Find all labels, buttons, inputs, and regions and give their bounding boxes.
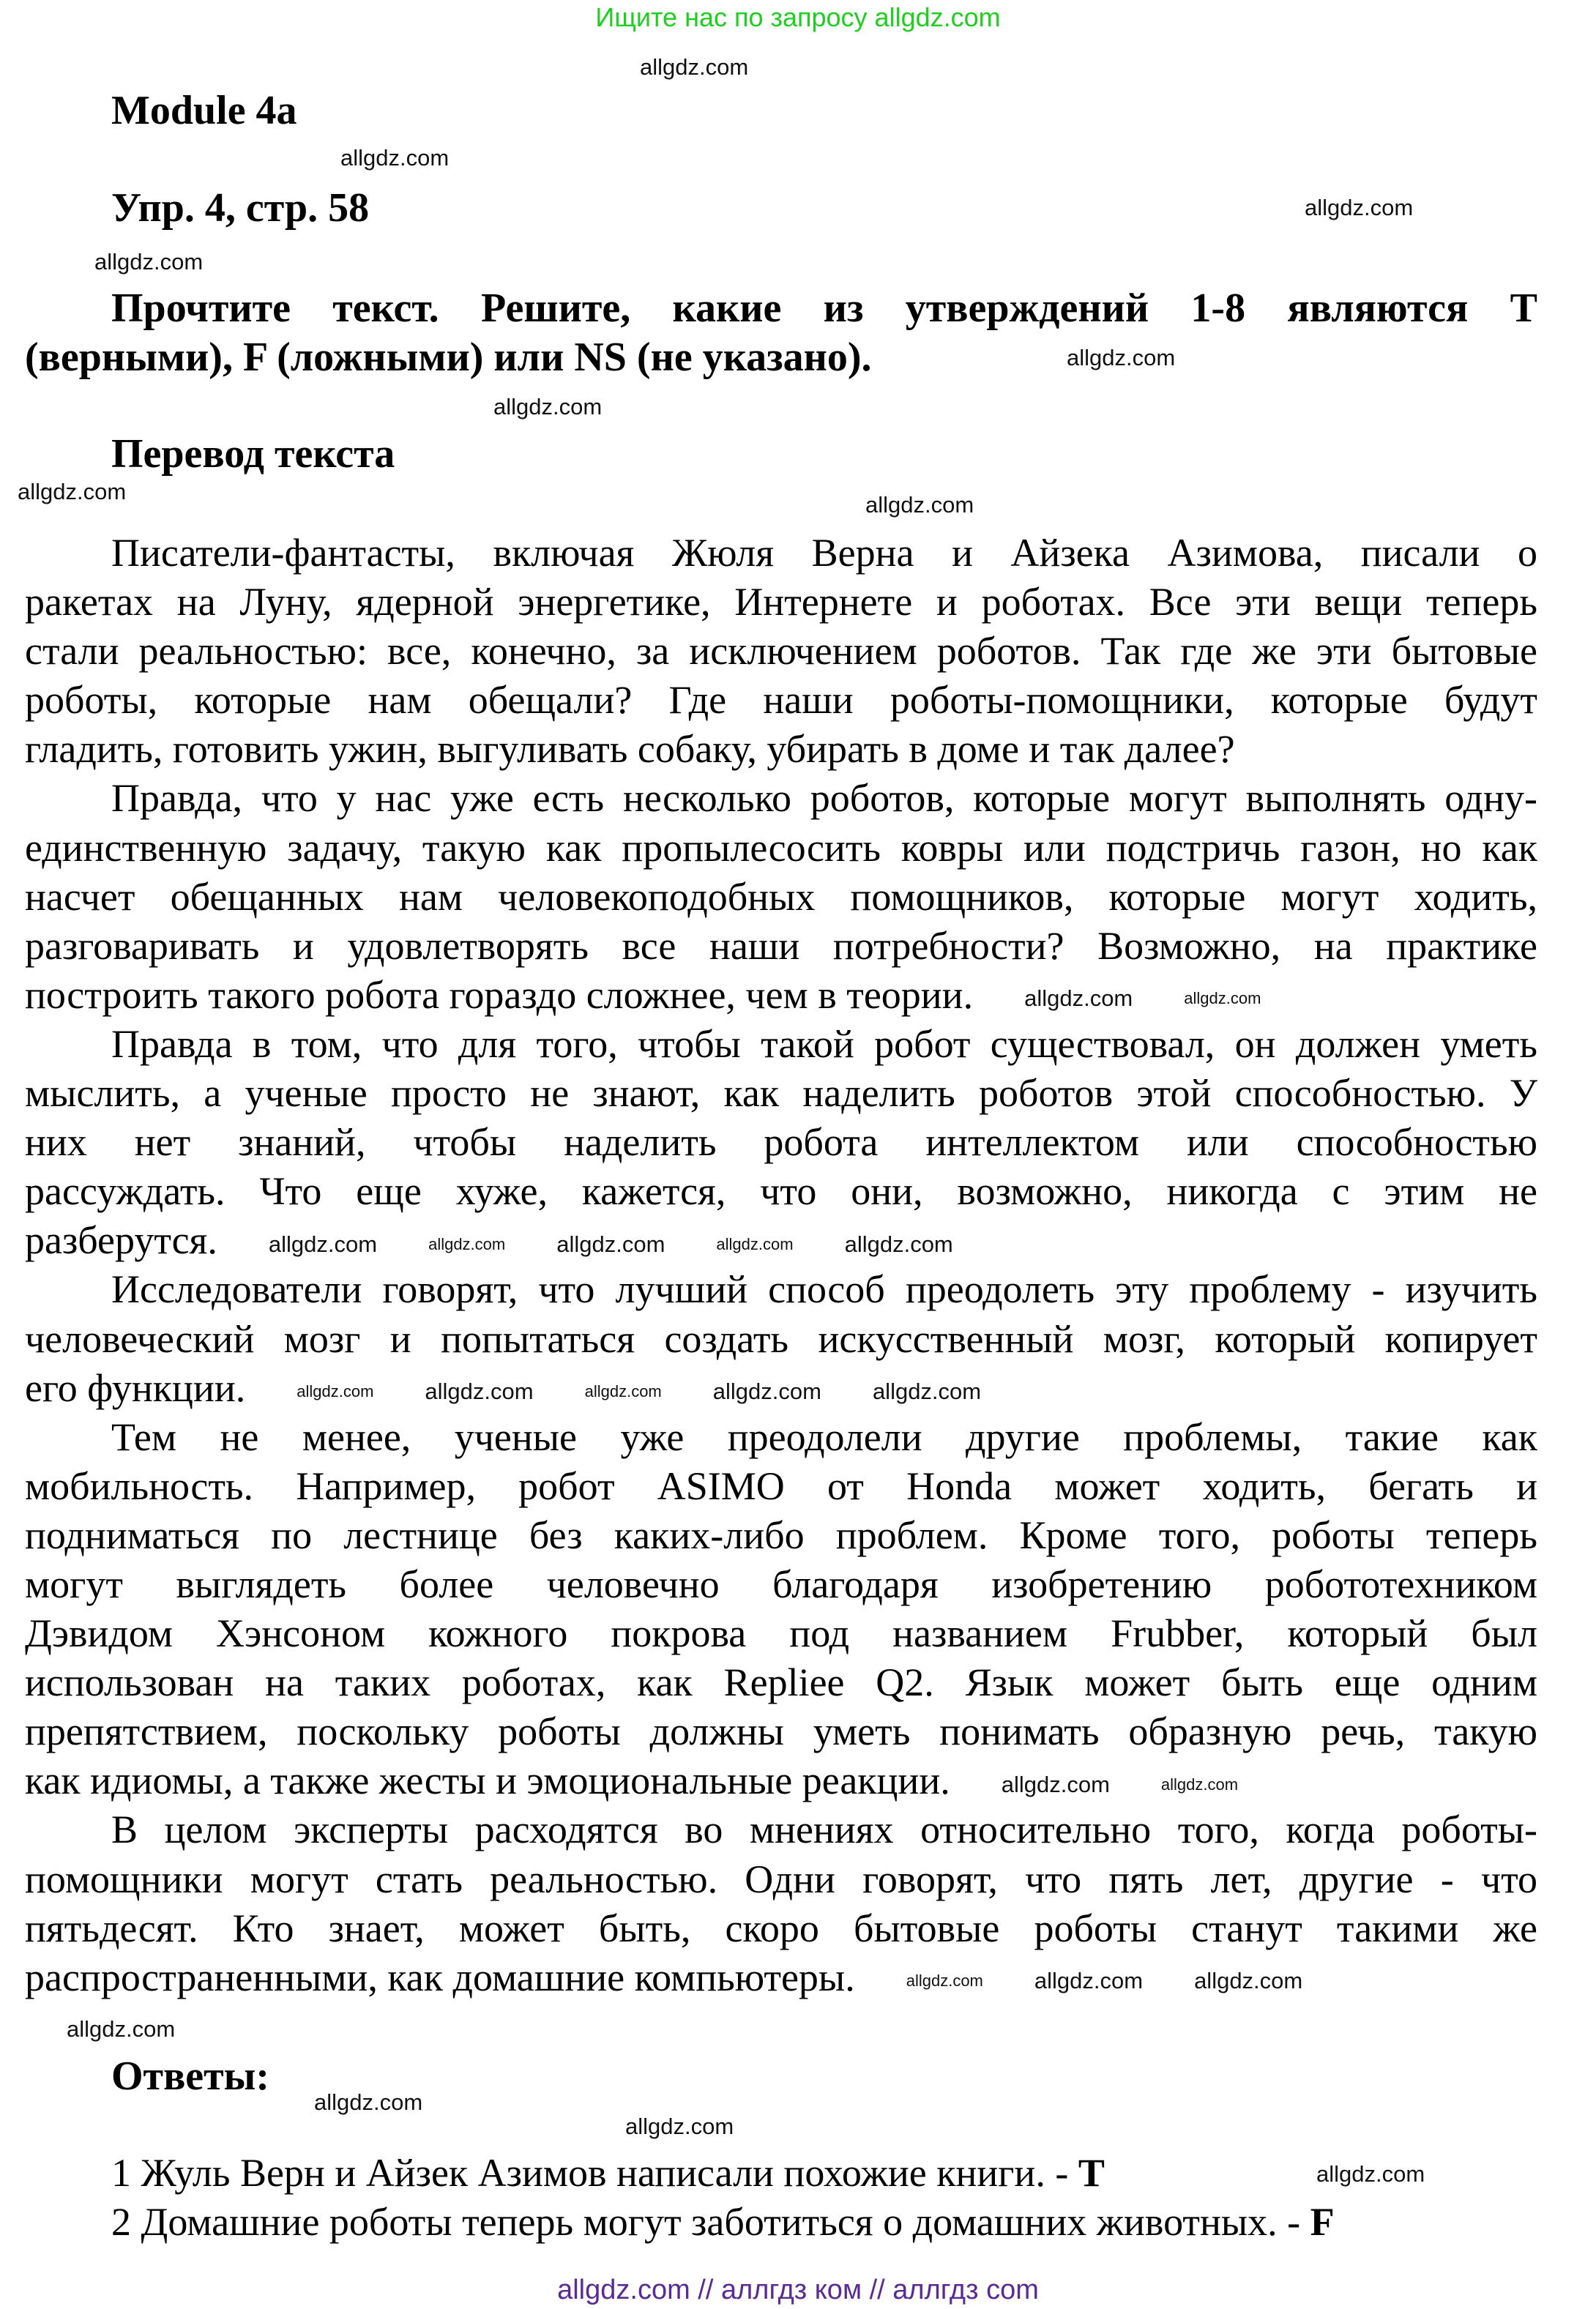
- paragraph-line-text: мыслить, а ученые просто не знают, как наделить роботов этой способностью. У: [25, 1071, 1537, 1116]
- paragraph-line-text: Правда, что у нас уже есть несколько роботов, которые могут выполнять одну-: [111, 776, 1537, 821]
- paragraph-line: [25, 1560, 1537, 1609]
- paragraph-line-text: них нет знаний, чтобы наделить робота интеллектом или способностью: [25, 1120, 1537, 1165]
- paragraph-line-text: подниматься по лестнице без каких-либо проблем. Кроме того, роботы теперь: [25, 1512, 1537, 1557]
- paragraph-line-text: человеческий мозг и попытаться создать искусственный мозг, который копирует: [25, 1316, 1537, 1361]
- paragraph-line: [25, 1167, 1537, 1216]
- footer-links[interactable]: allgdz.com // аллгдз ком // аллгдз com: [557, 2275, 1039, 2305]
- paragraph-line: [25, 1020, 1537, 1069]
- paragraph-line: [25, 1707, 1537, 1756]
- paragraph-line: [25, 1265, 1537, 1314]
- watermark: allgdz.com: [1024, 985, 1133, 1012]
- paragraph-line-text: мобильность. Например, робот ASIMO от Honda может ходить, бегать и: [25, 1463, 1537, 1508]
- watermark: allgdz.com: [1184, 989, 1261, 1008]
- watermark: allgdz.com: [1034, 1968, 1144, 1994]
- paragraph-line: [25, 578, 1537, 627]
- watermark: allgdz.com: [314, 2089, 423, 2115]
- paragraph-line: [25, 1069, 1537, 1118]
- paragraph-line: [25, 725, 1537, 774]
- watermark: allgdz.com: [297, 1382, 374, 1401]
- paragraph-line-text: как идиомы, а также жесты и эмоциональные реакции.: [25, 1758, 950, 1803]
- paragraph-line-text: разберутся.: [25, 1218, 217, 1263]
- translation-text: [25, 529, 1537, 2002]
- watermark: allgdz.com: [1001, 1771, 1110, 1797]
- watermark: allgdz.com: [712, 1379, 821, 1405]
- paragraph-line: [25, 824, 1537, 873]
- paragraph-line-text: его функции.: [25, 1365, 246, 1410]
- instruction: [25, 284, 1537, 382]
- watermark: allgdz.com: [1067, 345, 1176, 370]
- paragraph-line: [25, 1756, 1537, 1805]
- watermark: allgdz.com: [906, 1972, 983, 1991]
- paragraph-line: [25, 922, 1537, 971]
- watermark: allgdz.com: [493, 394, 603, 419]
- watermark: allgdz.com: [584, 1382, 662, 1401]
- paragraph-line-text: насчет обещанных нам человекоподобных помощников, которые могут ходить,: [25, 874, 1537, 919]
- instruction-line: (верными), F (ложными) или NS (не указано).: [25, 335, 872, 380]
- watermark: allgdz.com: [872, 1379, 982, 1405]
- module-title: Module 4a: [111, 88, 297, 133]
- watermark: allgdz.com: [1194, 1968, 1303, 1994]
- watermark: allgdz.com: [1305, 195, 1414, 220]
- watermark: allgdz.com: [556, 1231, 665, 1257]
- paragraph-line: [25, 1315, 1537, 1364]
- paragraph-line: [25, 1953, 1537, 2002]
- paragraph-line-text: стали реальностью: все, конечно, за исключением роботов. Так где же эти бытовые: [25, 629, 1537, 674]
- paragraph-line-text: Правда в том, что для того, чтобы такой робот существовал, он должен уметь: [111, 1021, 1537, 1066]
- instruction-line: Прочтите текст. Решите, какие из утверждений 1-8 являются T: [111, 286, 1537, 331]
- paragraph-line: [25, 1805, 1537, 1854]
- paragraph-line-text: Дэвидом Хэнсоном кожного покрова под названием Frubber, который был: [25, 1611, 1537, 1656]
- paragraph-line: [25, 1609, 1537, 1658]
- answers-heading: Ответы:: [111, 2054, 270, 2099]
- paragraph-line-text: пятьдесят. Кто знает, может быть, скоро бытовые роботы станут такими же: [25, 1906, 1537, 1950]
- paragraph-line-text: могут выглядеть более человечно благодаря изобретению робототехником: [25, 1562, 1537, 1606]
- paragraph-line: [25, 1462, 1537, 1511]
- paragraph-line-text: гладить, готовить ужин, выгуливать собаку, убирать в доме и так далее?: [25, 727, 1235, 772]
- answer-mark: T: [1078, 2151, 1105, 2195]
- exercise-heading: Упр. 4, стр. 58: [111, 185, 370, 231]
- paragraph-line: [25, 1118, 1537, 1167]
- translation-heading: Перевод текста: [111, 431, 395, 477]
- watermark: allgdz.com: [865, 492, 974, 518]
- answer-text: 1 Жуль Верн и Айзек Азимов написали похожие книги. -: [111, 2151, 1078, 2195]
- answer-text: 2 Домашние роботы теперь могут заботиться о домашних животных. -: [111, 2200, 1310, 2244]
- watermark: allgdz.com: [268, 1231, 378, 1257]
- paragraph-line: [25, 1413, 1537, 1462]
- paragraph-line-text: препятствием, поскольку роботы должны уметь понимать образную речь, такую: [25, 1709, 1537, 1754]
- paragraph-line: [25, 676, 1537, 725]
- answer-mark: F: [1310, 2200, 1335, 2244]
- paragraph-line-text: Тем не менее, ученые уже преодолели другие проблемы, такие как: [111, 1414, 1537, 1459]
- answer-item: [111, 2198, 1335, 2247]
- paragraph-line-text: рассуждать. Что еще хуже, кажется, что они, возможно, никогда с этим не: [25, 1169, 1537, 1214]
- paragraph-line: [25, 774, 1537, 823]
- paragraph-line-text: использован на таких роботах, как Repliee Q2. Язык может быть еще одним: [25, 1660, 1537, 1705]
- watermark: allgdz.com: [67, 2016, 176, 2042]
- paragraph-line-text: построить такого робота гораздо сложнее, чем в теории.: [25, 972, 974, 1017]
- paragraph-line: [25, 1855, 1537, 1904]
- paragraph-line: [25, 529, 1537, 578]
- paragraph-line-text: разговаривать и удовлетворять все наши потребности? Возможно, на практике: [25, 923, 1537, 968]
- watermark: allgdz.com: [18, 479, 127, 504]
- answers-list: [111, 2149, 1335, 2247]
- watermark: allgdz.com: [340, 145, 450, 171]
- paragraph-line: [25, 1511, 1537, 1560]
- paragraph-line-text: В целом эксперты расходятся во мнениях относительно того, когда роботы-: [111, 1808, 1537, 1852]
- answer-item: [111, 2149, 1335, 2198]
- paragraph-line: [25, 971, 1537, 1020]
- watermark: allgdz.com: [1160, 1775, 1239, 1794]
- watermark: allgdz.com: [716, 1234, 794, 1253]
- watermark: allgdz.com: [1316, 2161, 1425, 2187]
- paragraph-line: [25, 627, 1537, 676]
- paragraph-line-text: распространенными, как домашние компьютеры.: [25, 1955, 855, 1999]
- paragraph-line-text: Писатели-фантасты, включая Жюля Верна и Айзека Азимова, писали о: [111, 531, 1537, 575]
- paragraph-line: [25, 1216, 1537, 1265]
- paragraph-line: [25, 1904, 1537, 1953]
- paragraph-line-text: роботы, которые нам обещали? Где наши роботы-помощники, которые будут: [25, 678, 1537, 723]
- paragraph-line-text: помощники могут стать реальностью. Одни говорят, что пять лет, другие - что: [25, 1857, 1537, 1901]
- watermark: allgdz.com: [94, 249, 204, 275]
- paragraph-line: [25, 873, 1537, 922]
- watermark: allgdz.com: [844, 1231, 953, 1257]
- watermark: allgdz.com: [425, 1379, 534, 1405]
- paragraph-line-text: ракетах на Луну, ядерной энергетике, Интернете и роботах. Все эти вещи теперь: [25, 580, 1537, 624]
- search-banner[interactable]: Ищите нас по запросу allgdz.com: [595, 2, 1001, 32]
- paragraph-line-text: единственную задачу, такую как пропылесосить ковры или подстричь газон, но как: [25, 825, 1537, 870]
- watermark: allgdz.com: [428, 1234, 506, 1253]
- paragraph-line-text: Исследователи говорят, что лучший способ преодолеть эту проблему - изучить: [111, 1267, 1537, 1312]
- paragraph-line: [25, 1658, 1537, 1707]
- watermark: allgdz.com: [625, 2114, 734, 2139]
- watermark: allgdz.com: [640, 54, 749, 80]
- paragraph-line: [25, 1364, 1537, 1413]
